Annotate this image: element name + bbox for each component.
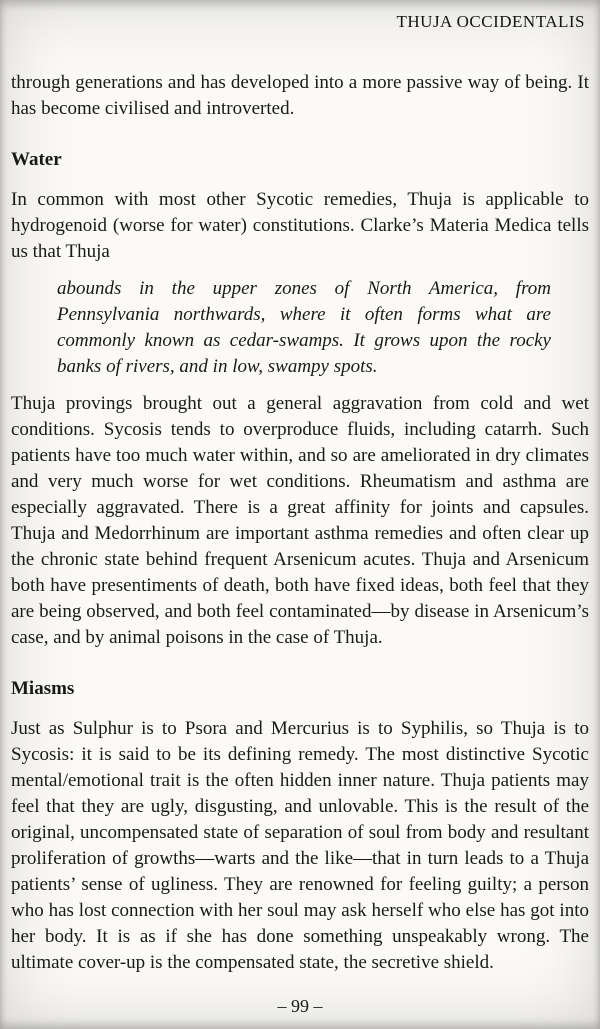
paragraph-water-intro: In common with most other Sycotic remedies, Thuja is applicable to hydrogenoid (worse for water) constitutions. Clarke’s Materia Medica tells us that Thuja [11,189,589,262]
page-number: – 99 – [277,996,323,1016]
paragraph-miasms: Just as Sulphur is to Psora and Mercurius is to Syphilis, so Thuja is to Sycosis: it is said to be its defining remedy. The most distinctive Sycotic mental/emotional trait is the often hidden inner nature. Thuja patients may feel that they are ugly, disgusting, and unlovable. This is the result of the original, uncompensated state of separation of soul from body and resultant proliferation of growths—warts and the like—that in turn leads to a Thuja patients’ sense of ugliness. They are renowned for feeling guilty; a person who has lost connection with her soul may ask herself who else has got into her body. It is as if she has done something unspeakably wrong. The ultimate cover-up is the compensated state, the secretive shield. [11,718,589,973]
paragraph-continuation: through generations and has developed into a more passive way of being. It has become civilised and introverted. [11,72,589,119]
paragraph-water-provings: Thuja provings brought out a general aggravation from cold and wet conditions. Sycosis tends to overproduce fluids, including catarrh. Such patients have too much water within, and so are ameliorated in dry climates and very much worse for wet conditions. Rheumatism and asthma are especially aggravated. There is a great affinity for joints and capsules. Thuja and Medorrhinum are important asthma remedies and often clear up the chronic state behind frequent Arsenicum acutes. Thuja and Arsenicum both have presentiments of death, both have fixed ideas, both feel that they are being observed, and both feel contaminated—by disease in Arsenicum’s case, and by animal poisons in the case of Thuja. [11,393,589,648]
section-heading-water: Water [11,149,62,170]
page-body [11,70,589,976]
section-heading-miasms: Miasms [11,678,75,699]
running-header: THUJA OCCIDENTALIS [396,12,585,31]
materia-medica-quote: abounds in the upper zones of North America, from Pennsylvania northwards, where it often forms what are commonly known as cedar-swamps. It grows upon the rocky banks of rivers, and in low, swampy spots. [57,278,551,377]
